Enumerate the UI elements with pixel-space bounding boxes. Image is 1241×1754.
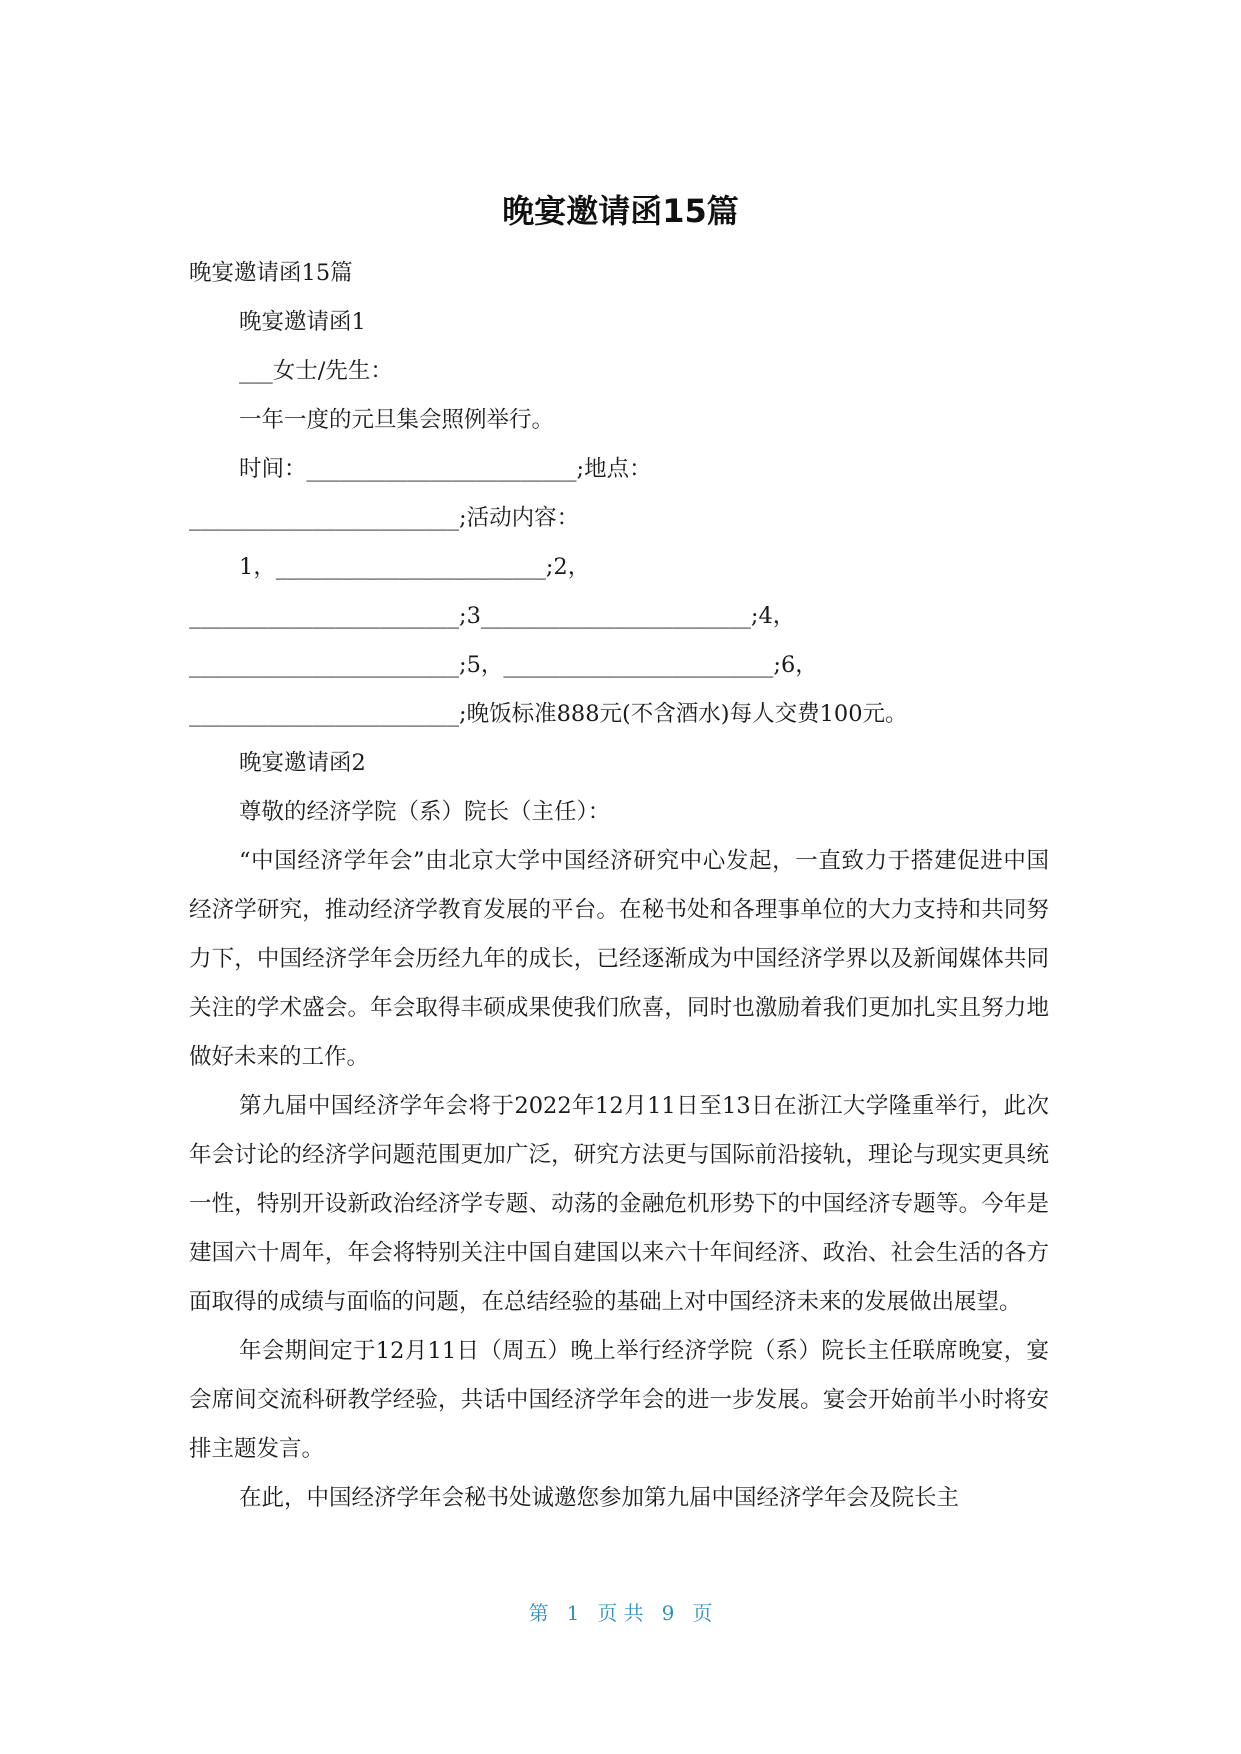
item-line-3: ________________________;5，________________________;6，	[189, 652, 818, 678]
page-footer	[0, 1598, 1241, 1628]
dinner-standard-line: ________________________;晚饭标准888元(不含酒水)每人交费100元。	[189, 701, 908, 727]
footer-current-page: 1	[566, 1601, 580, 1625]
salutation-line-2: 尊敬的经济学院（系）院长（主任）：	[239, 799, 611, 825]
item-line-1: 1，________________________;2，	[239, 554, 591, 580]
section-heading-2: 晚宴邀请函2	[239, 750, 366, 776]
salutation-line: ___女士/先生：	[239, 358, 393, 384]
footer-total-pages: 9	[661, 1601, 675, 1625]
document-body	[189, 249, 1049, 1523]
subtitle-line: 晚宴邀请函15篇	[189, 260, 353, 286]
paragraph: 年会期间定于12月11日（周五）晚上举行经济学院（系）院长主任联席晚宴，宴会席间交流科研教学经验，共话中国经济学年会的进一步发展。宴会开始前半小时将安排主题发言。	[189, 1338, 1049, 1462]
item-line-2: ________________________;3________________________;4，	[189, 603, 796, 629]
paragraph: 第九届中国经济学年会将于2022年12月11日至13日在浙江大学隆重举行，此次年会讨论的经济学问题范围更加广泛，研究方法更与国际前沿接轨，理论与现实更具统一性，特别开设新政治经济学专题、动荡的金融危机形势下的中国经济专题等。今年是建国六十周年，年会将特别关注中国自建国以来六十年间经济、政治、社会生活的各方面取得的成绩与面临的问题，在总结经验的基础上对中国经济未来的发展做出展望。	[189, 1093, 1049, 1315]
time-place-line: 时间：________________________;地点：	[239, 456, 652, 482]
document-title: 晚宴邀请函15篇	[502, 192, 739, 230]
text-line: 一年一度的元旦集会照例举行。	[239, 407, 555, 433]
paragraph: 在此，中国经济学年会秘书处诚邀您参加第九届中国经济学年会及院长主	[239, 1485, 960, 1511]
footer-label-page: 第	[528, 1601, 549, 1625]
footer-label-of: 页 共	[597, 1601, 644, 1625]
paragraph: “中国经济学年会”由北京大学中国经济研究中心发起，一直致力于搭建促进中国经济学研究，推动经济学教育发展的平台。在秘书处和各理事单位的大力支持和共同努力下，中国经济学年会历经九年的成长，已经逐渐成为中国经济学界以及新闻媒体共同关注的学术盛会。年会取得丰硕成果使我们欣喜，同时也激励着我们更加扎实且努力地做好未来的工作。	[189, 848, 1049, 1070]
section-heading-1: 晚宴邀请函1	[239, 309, 366, 335]
activity-line: ________________________;活动内容：	[189, 505, 580, 531]
footer-label-end: 页	[692, 1601, 713, 1625]
